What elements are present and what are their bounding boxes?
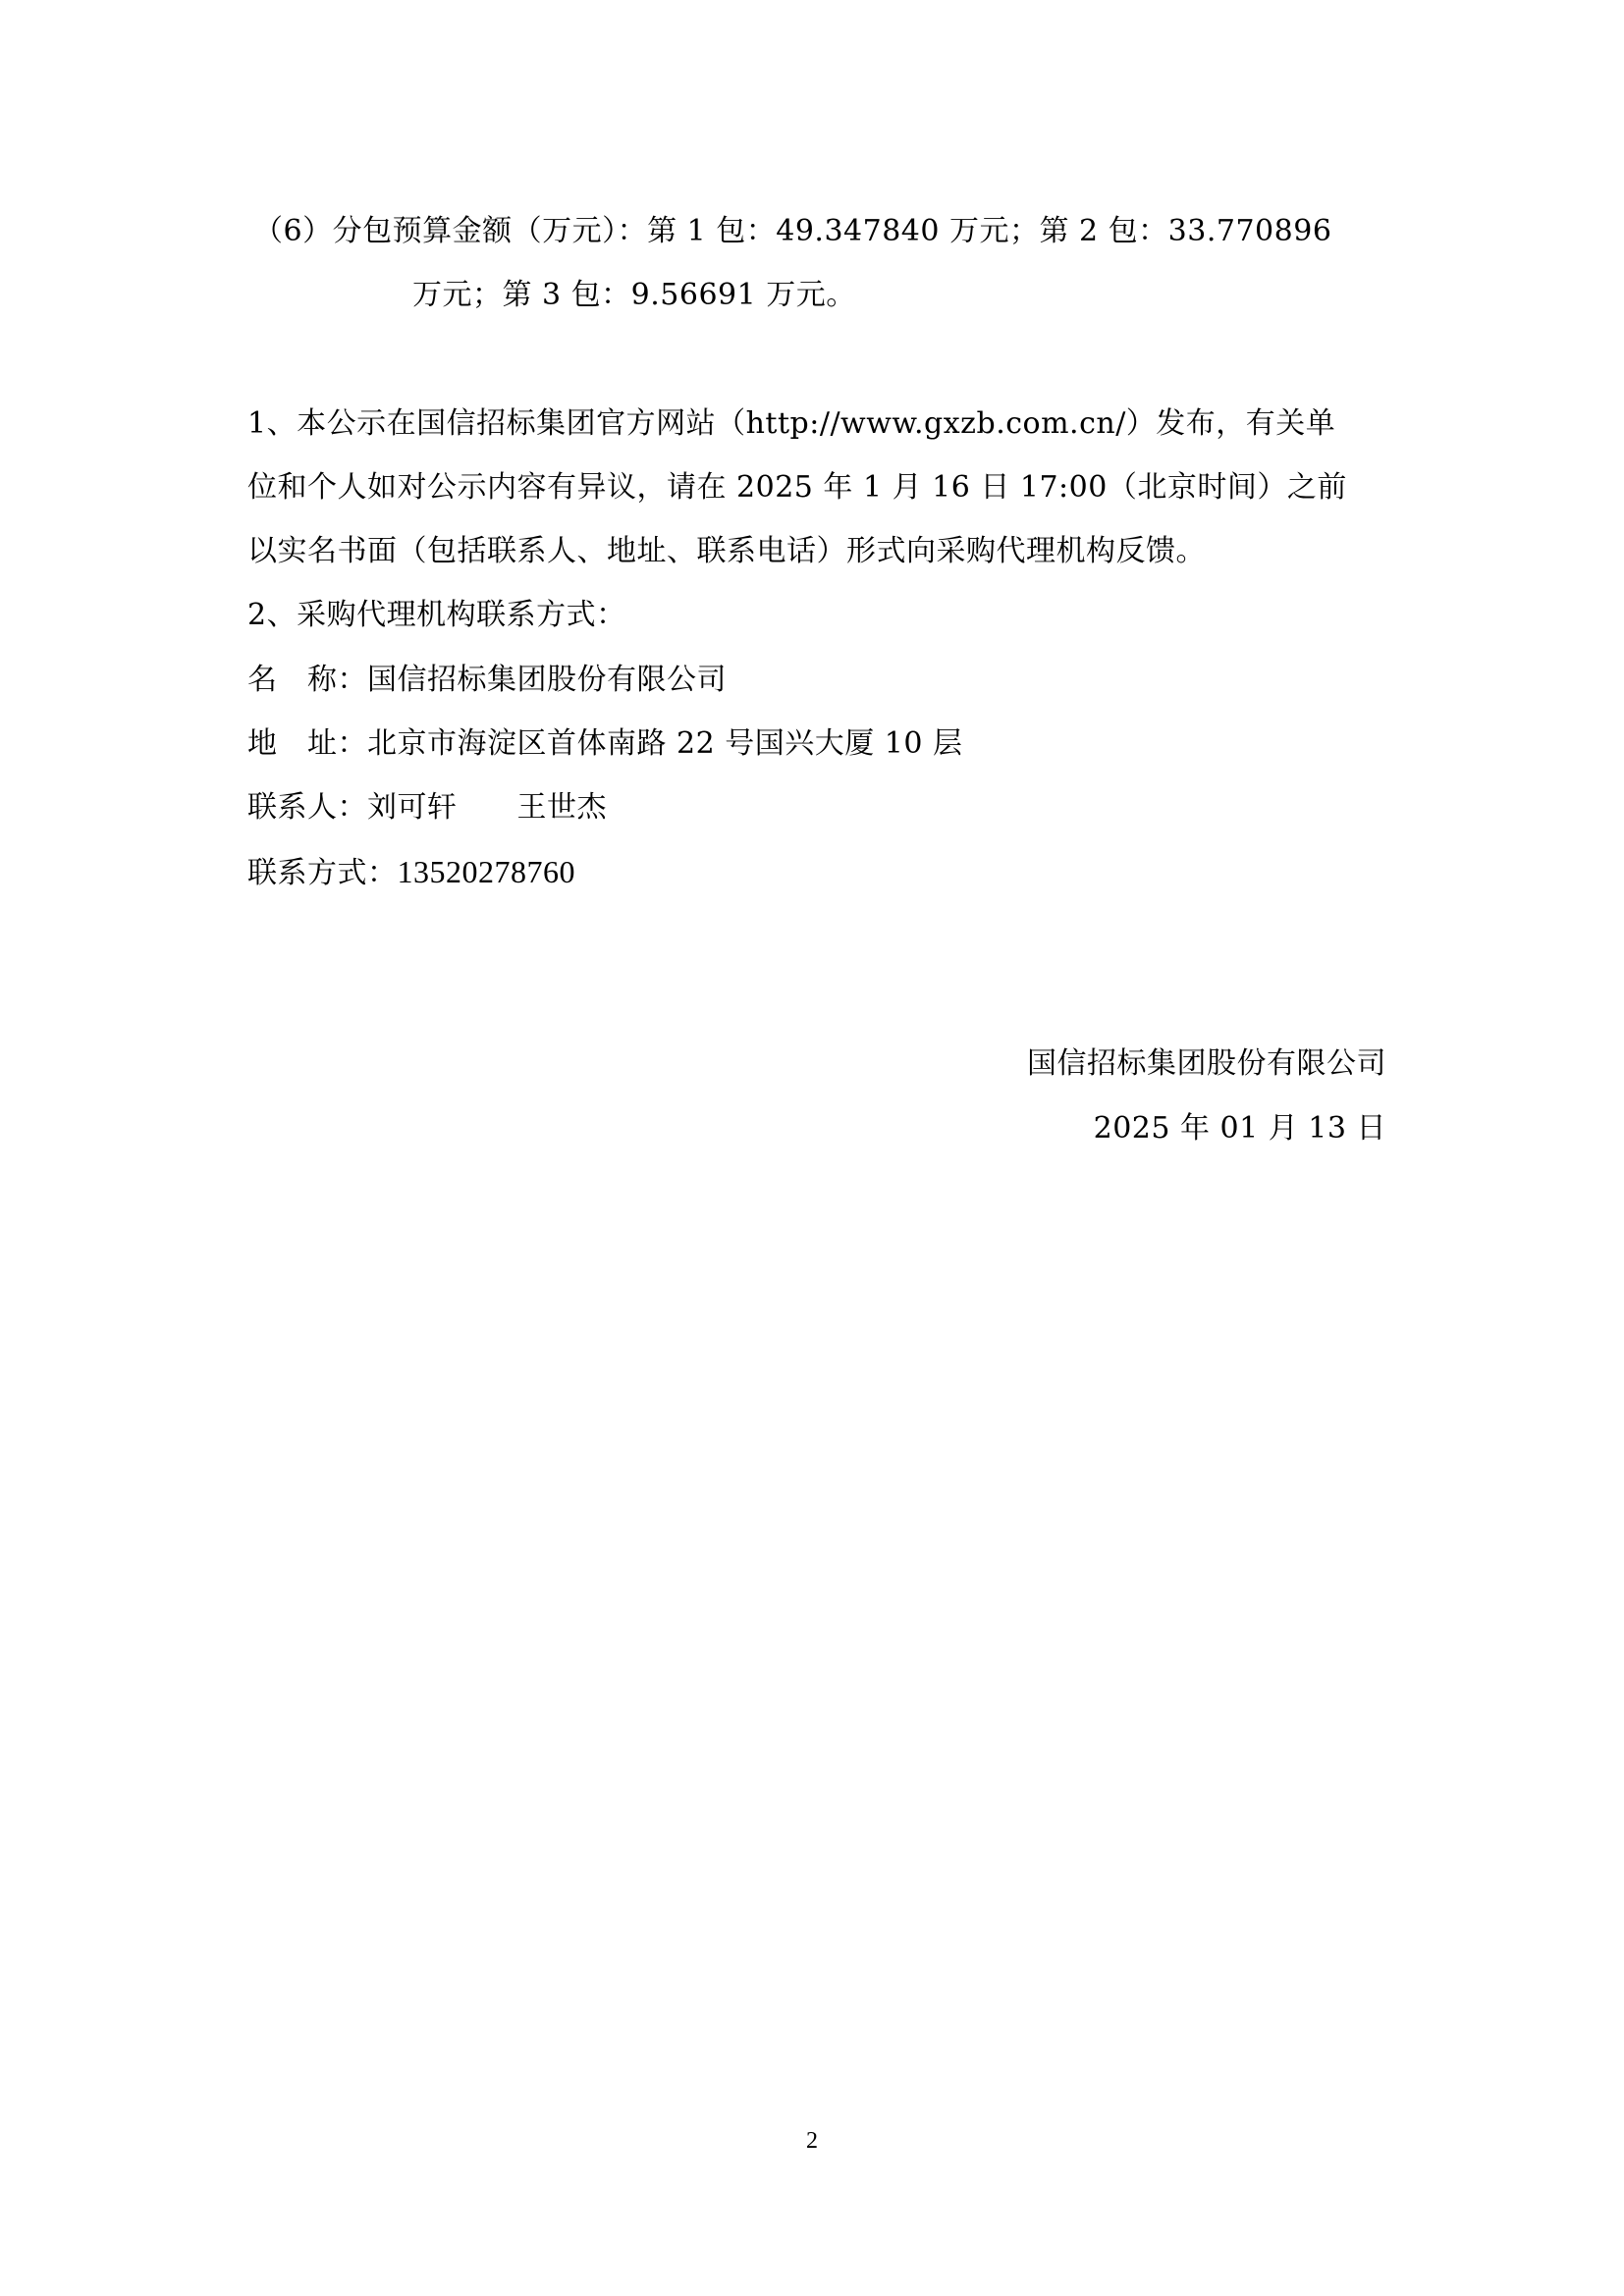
contact-phone-label: 联系方式：	[247, 856, 398, 890]
contact-address-label: 地 址：	[247, 726, 367, 761]
budget-line-2: 万元；第 3 包：9.56691 万元。	[412, 278, 856, 312]
page-number: 2	[806, 2128, 818, 2154]
notice-para1-line3: 以实名书面（包括联系人、地址、联系电话）形式向采购代理机构反馈。	[247, 534, 1206, 568]
contact-name-value: 国信招标集团股份有限公司	[367, 663, 727, 697]
contact-name-row	[247, 659, 727, 702]
notice-para1-line1: 1、本公示在国信招标集团官方网站（http://www.gxzb.com.cn/）发布，有关单	[247, 406, 1336, 441]
notice-para2: 2、采购代理机构联系方式：	[247, 598, 626, 632]
contact-address-value: 北京市海淀区首体南路 22 号国兴大厦 10 层	[367, 726, 963, 761]
contact-address-row	[247, 722, 963, 766]
budget-line-1: （6）分包预算金额（万元）：第 1 包：49.347840 万元；第 2 包：33.770896	[253, 214, 1332, 248]
contact-name-label: 名 称：	[247, 663, 367, 697]
contact-person-label: 联系人：	[247, 790, 367, 825]
contact-phone-value: 13520278760	[397, 854, 575, 889]
contact-person-value: 刘可轩 王世杰	[367, 790, 607, 825]
contact-person-row	[247, 786, 607, 829]
signature-company: 国信招标集团股份有限公司	[1027, 1046, 1386, 1081]
signature-date: 2025 年 01 月 13 日	[1093, 1111, 1386, 1146]
notice-para1-line2: 位和个人如对公示内容有异议，请在 2025 年 1 月 16 日 17:00（北京时间）之前	[247, 470, 1347, 505]
contact-phone-row	[247, 850, 575, 895]
